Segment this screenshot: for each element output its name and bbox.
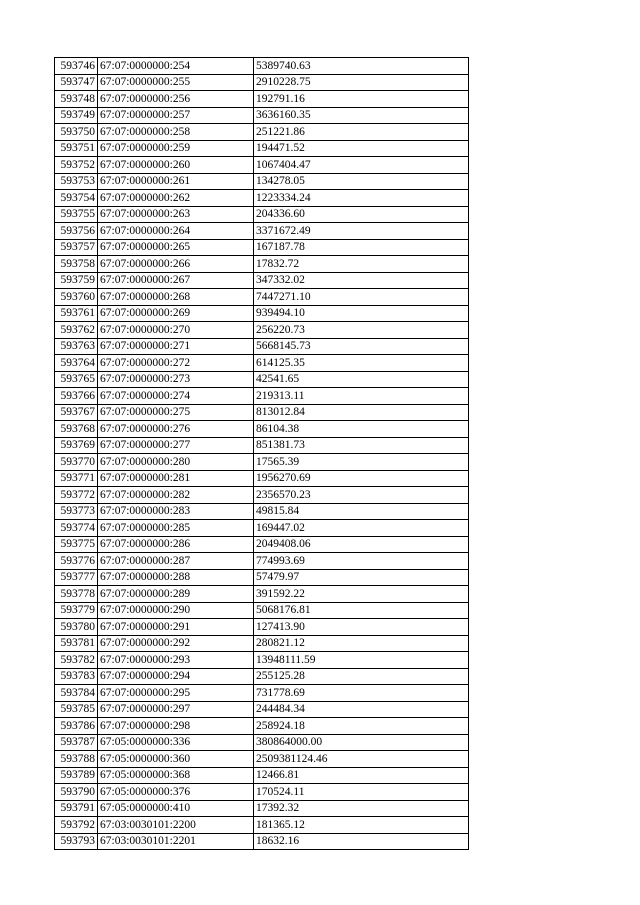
value-cell: 86104.38 (254, 421, 469, 438)
cadastral-code-cell: 67:05:0000000:410 (98, 800, 254, 817)
value-cell: 127413.90 (254, 619, 469, 636)
cadastral-code-cell: 67:07:0000000:295 (98, 685, 254, 702)
table-row (55, 223, 469, 240)
cadastral-code-cell: 67:07:0000000:258 (98, 124, 254, 141)
row-id-cell: 593768 (55, 421, 98, 438)
cadastral-code-cell: 67:07:0000000:270 (98, 322, 254, 339)
row-id-cell: 593761 (55, 305, 98, 322)
value-cell: 5668145.73 (254, 338, 469, 355)
row-id-cell: 593777 (55, 569, 98, 586)
cadastral-code-cell: 67:07:0000000:280 (98, 454, 254, 471)
value-cell: 181365.12 (254, 817, 469, 834)
value-cell: 2509381124.46 (254, 751, 469, 768)
value-cell: 17392.32 (254, 800, 469, 817)
table-row (55, 487, 469, 504)
table-row (55, 421, 469, 438)
row-id-cell: 593756 (55, 223, 98, 240)
table-row (55, 239, 469, 256)
row-id-cell: 593774 (55, 520, 98, 537)
table-row (55, 503, 469, 520)
cadastral-code-cell: 67:07:0000000:268 (98, 289, 254, 306)
row-id-cell: 593764 (55, 355, 98, 372)
value-cell: 256220.73 (254, 322, 469, 339)
cadastral-code-cell: 67:07:0000000:266 (98, 256, 254, 273)
value-cell: 1067404.47 (254, 157, 469, 174)
table-row (55, 107, 469, 124)
table-row (55, 701, 469, 718)
value-cell: 380864000.00 (254, 734, 469, 751)
table-row (55, 685, 469, 702)
value-cell: 42541.65 (254, 371, 469, 388)
table-row (55, 124, 469, 141)
value-cell: 2356570.23 (254, 487, 469, 504)
table-row (55, 635, 469, 652)
value-cell: 255125.28 (254, 668, 469, 685)
row-id-cell: 593793 (55, 833, 98, 850)
row-id-cell: 593790 (55, 784, 98, 801)
row-id-cell: 593753 (55, 173, 98, 190)
value-cell: 17565.39 (254, 454, 469, 471)
table-row (55, 91, 469, 108)
row-id-cell: 593755 (55, 206, 98, 223)
value-cell: 18632.16 (254, 833, 469, 850)
table-row (55, 536, 469, 553)
row-id-cell: 593778 (55, 586, 98, 603)
value-cell: 813012.84 (254, 404, 469, 421)
row-id-cell: 593786 (55, 718, 98, 735)
row-id-cell: 593752 (55, 157, 98, 174)
row-id-cell: 593779 (55, 602, 98, 619)
table-row (55, 338, 469, 355)
table-row (55, 833, 469, 850)
cadastral-code-cell: 67:07:0000000:265 (98, 239, 254, 256)
cadastral-code-cell: 67:07:0000000:294 (98, 668, 254, 685)
data-table-body (55, 58, 469, 850)
table-row (55, 404, 469, 421)
table-row (55, 256, 469, 273)
row-id-cell: 593759 (55, 272, 98, 289)
table-row (55, 371, 469, 388)
value-cell: 219313.11 (254, 388, 469, 405)
row-id-cell: 593769 (55, 437, 98, 454)
cadastral-code-cell: 67:07:0000000:275 (98, 404, 254, 421)
cadastral-code-cell: 67:05:0000000:368 (98, 767, 254, 784)
data-table (54, 57, 469, 850)
cadastral-code-cell: 67:07:0000000:283 (98, 503, 254, 520)
table-row (55, 668, 469, 685)
cadastral-code-cell: 67:07:0000000:257 (98, 107, 254, 124)
row-id-cell: 593770 (55, 454, 98, 471)
cadastral-code-cell: 67:07:0000000:285 (98, 520, 254, 537)
row-id-cell: 593767 (55, 404, 98, 421)
value-cell: 3371672.49 (254, 223, 469, 240)
row-id-cell: 593783 (55, 668, 98, 685)
table-row (55, 74, 469, 91)
table-row (55, 652, 469, 669)
cadastral-code-cell: 67:07:0000000:273 (98, 371, 254, 388)
cadastral-code-cell: 67:07:0000000:286 (98, 536, 254, 553)
row-id-cell: 593788 (55, 751, 98, 768)
row-id-cell: 593763 (55, 338, 98, 355)
row-id-cell: 593782 (55, 652, 98, 669)
value-cell: 1956270.69 (254, 470, 469, 487)
row-id-cell: 593784 (55, 685, 98, 702)
value-cell: 774993.69 (254, 553, 469, 570)
value-cell: 194471.52 (254, 140, 469, 157)
table-row (55, 718, 469, 735)
table-row (55, 602, 469, 619)
cadastral-code-cell: 67:07:0000000:290 (98, 602, 254, 619)
value-cell: 258924.18 (254, 718, 469, 735)
cadastral-code-cell: 67:03:0030101:2200 (98, 817, 254, 834)
value-cell: 7447271.10 (254, 289, 469, 306)
row-id-cell: 593785 (55, 701, 98, 718)
value-cell: 244484.34 (254, 701, 469, 718)
table-row (55, 784, 469, 801)
row-id-cell: 593780 (55, 619, 98, 636)
row-id-cell: 593749 (55, 107, 98, 124)
table-row (55, 800, 469, 817)
table-row (55, 751, 469, 768)
table-row (55, 305, 469, 322)
table-row (55, 569, 469, 586)
cadastral-code-cell: 67:07:0000000:263 (98, 206, 254, 223)
value-cell: 17832.72 (254, 256, 469, 273)
value-cell: 731778.69 (254, 685, 469, 702)
row-id-cell: 593765 (55, 371, 98, 388)
cadastral-code-cell: 67:07:0000000:267 (98, 272, 254, 289)
table-row (55, 206, 469, 223)
row-id-cell: 593748 (55, 91, 98, 108)
table-row (55, 355, 469, 372)
cadastral-code-cell: 67:07:0000000:272 (98, 355, 254, 372)
row-id-cell: 593792 (55, 817, 98, 834)
value-cell: 280821.12 (254, 635, 469, 652)
row-id-cell: 593772 (55, 487, 98, 504)
value-cell: 2049408.06 (254, 536, 469, 553)
table-row (55, 520, 469, 537)
table-row (55, 553, 469, 570)
value-cell: 391592.22 (254, 586, 469, 603)
value-cell: 3636160.35 (254, 107, 469, 124)
cadastral-code-cell: 67:07:0000000:288 (98, 569, 254, 586)
value-cell: 204336.60 (254, 206, 469, 223)
cadastral-code-cell: 67:07:0000000:259 (98, 140, 254, 157)
value-cell: 5068176.81 (254, 602, 469, 619)
value-cell: 169447.02 (254, 520, 469, 537)
row-id-cell: 593775 (55, 536, 98, 553)
row-id-cell: 593758 (55, 256, 98, 273)
cadastral-code-cell: 67:07:0000000:298 (98, 718, 254, 735)
cadastral-code-cell: 67:07:0000000:293 (98, 652, 254, 669)
row-id-cell: 593787 (55, 734, 98, 751)
table-row (55, 58, 469, 75)
value-cell: 167187.78 (254, 239, 469, 256)
row-id-cell: 593766 (55, 388, 98, 405)
row-id-cell: 593791 (55, 800, 98, 817)
value-cell: 939494.10 (254, 305, 469, 322)
cadastral-code-cell: 67:07:0000000:276 (98, 421, 254, 438)
row-id-cell: 593757 (55, 239, 98, 256)
cadastral-code-cell: 67:07:0000000:291 (98, 619, 254, 636)
cadastral-code-cell: 67:07:0000000:289 (98, 586, 254, 603)
value-cell: 5389740.63 (254, 58, 469, 75)
value-cell: 347332.02 (254, 272, 469, 289)
value-cell: 170524.11 (254, 784, 469, 801)
row-id-cell: 593746 (55, 58, 98, 75)
table-row (55, 437, 469, 454)
table-row (55, 289, 469, 306)
value-cell: 13948111.59 (254, 652, 469, 669)
value-cell: 2910228.75 (254, 74, 469, 91)
cadastral-code-cell: 67:07:0000000:254 (98, 58, 254, 75)
cadastral-code-cell: 67:07:0000000:262 (98, 190, 254, 207)
cadastral-code-cell: 67:03:0030101:2201 (98, 833, 254, 850)
table-row (55, 173, 469, 190)
value-cell: 49815.84 (254, 503, 469, 520)
cadastral-code-cell: 67:07:0000000:287 (98, 553, 254, 570)
table-row (55, 619, 469, 636)
row-id-cell: 593771 (55, 470, 98, 487)
cadastral-code-cell: 67:07:0000000:282 (98, 487, 254, 504)
value-cell: 614125.35 (254, 355, 469, 372)
table-row (55, 454, 469, 471)
row-id-cell: 593781 (55, 635, 98, 652)
cadastral-code-cell: 67:05:0000000:376 (98, 784, 254, 801)
row-id-cell: 593760 (55, 289, 98, 306)
row-id-cell: 593789 (55, 767, 98, 784)
cadastral-code-cell: 67:07:0000000:281 (98, 470, 254, 487)
value-cell: 851381.73 (254, 437, 469, 454)
cadastral-code-cell: 67:07:0000000:271 (98, 338, 254, 355)
value-cell: 12466.81 (254, 767, 469, 784)
table-row (55, 470, 469, 487)
cadastral-code-cell: 67:07:0000000:277 (98, 437, 254, 454)
cadastral-code-cell: 67:05:0000000:336 (98, 734, 254, 751)
row-id-cell: 593747 (55, 74, 98, 91)
table-row (55, 388, 469, 405)
row-id-cell: 593751 (55, 140, 98, 157)
value-cell: 57479.97 (254, 569, 469, 586)
cadastral-code-cell: 67:07:0000000:269 (98, 305, 254, 322)
table-row (55, 767, 469, 784)
value-cell: 192791.16 (254, 91, 469, 108)
table-row (55, 322, 469, 339)
table-row (55, 190, 469, 207)
table-row (55, 734, 469, 751)
cadastral-code-cell: 67:05:0000000:360 (98, 751, 254, 768)
table-row (55, 140, 469, 157)
value-cell: 1223334.24 (254, 190, 469, 207)
cadastral-code-cell: 67:07:0000000:297 (98, 701, 254, 718)
row-id-cell: 593776 (55, 553, 98, 570)
cadastral-code-cell: 67:07:0000000:261 (98, 173, 254, 190)
cadastral-code-cell: 67:07:0000000:260 (98, 157, 254, 174)
value-cell: 134278.05 (254, 173, 469, 190)
row-id-cell: 593754 (55, 190, 98, 207)
cadastral-code-cell: 67:07:0000000:264 (98, 223, 254, 240)
table-row (55, 586, 469, 603)
row-id-cell: 593750 (55, 124, 98, 141)
cadastral-code-cell: 67:07:0000000:274 (98, 388, 254, 405)
value-cell: 251221.86 (254, 124, 469, 141)
table-row (55, 272, 469, 289)
table-row (55, 817, 469, 834)
row-id-cell: 593773 (55, 503, 98, 520)
row-id-cell: 593762 (55, 322, 98, 339)
cadastral-code-cell: 67:07:0000000:256 (98, 91, 254, 108)
cadastral-code-cell: 67:07:0000000:255 (98, 74, 254, 91)
table-row (55, 157, 469, 174)
cadastral-code-cell: 67:07:0000000:292 (98, 635, 254, 652)
